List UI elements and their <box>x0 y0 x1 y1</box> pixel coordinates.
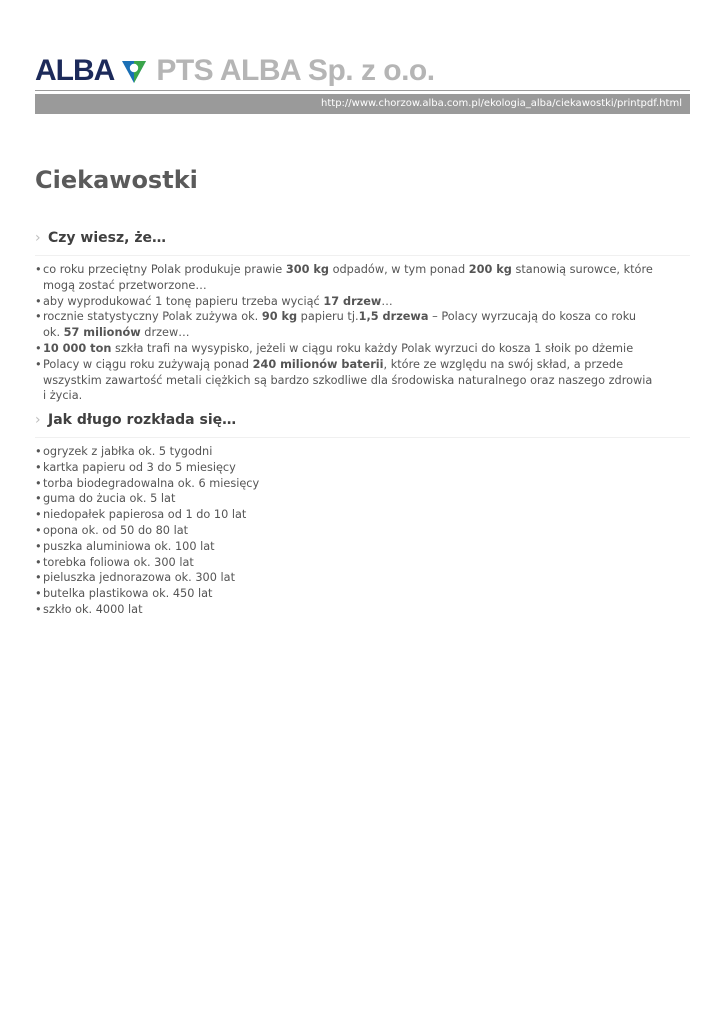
list-item-text: stanowią surowce, które mogą zostać przetworzone… <box>43 263 653 292</box>
list-item-text: co roku przeciętny Polak produkuje prawie <box>43 263 286 276</box>
list-item-text: papieru tj. <box>297 310 359 324</box>
decomposition-list <box>35 444 655 618</box>
list-item: • torba biodegradowalna ok. 6 miesięcy <box>35 476 655 492</box>
chevron-right-icon: › <box>35 412 41 428</box>
list-item <box>35 262 655 294</box>
list-item-text: odpadów, w tym ponad <box>328 263 469 276</box>
highlighted-value: 17 drzew <box>323 294 382 308</box>
list-item: • torebka foliowa ok. 300 lat <box>35 555 655 571</box>
list-item <box>35 341 655 357</box>
section-divider <box>35 255 690 256</box>
list-item-text: rocznie statystyczny Polak zużywa ok. <box>43 310 262 324</box>
page-title: Ciekawostki <box>35 166 198 194</box>
list-item <box>35 357 655 404</box>
highlighted-value: 1,5 drzewa <box>358 310 429 324</box>
list-item <box>35 309 655 341</box>
alba-shield-icon <box>120 57 148 85</box>
highlighted-value: 240 milionów baterii <box>252 357 384 371</box>
page-url[interactable]: http://www.chorzow.alba.com.pl/ekologia_alba/ciekawostki/printpdf.html <box>321 98 682 109</box>
list-item-text: , które ze względu na swój skład, a przede wszystkim zawartość metali ciężkich są bardzo szkodliwe dla środowiska naturalnego oraz naszego zdrowia i życia. <box>43 357 653 403</box>
list-item: • ogryzek z jabłka ok. 5 tygodni <box>35 444 655 460</box>
list-item: • pieluszka jednorazowa ok. 300 lat <box>35 570 655 586</box>
list-item: • szkło ok. 4000 lat <box>35 602 655 618</box>
list-item-text: drzew… <box>140 326 190 340</box>
logo-wordmark: ALBA <box>35 54 115 87</box>
list-item: • kartka papieru od 3 do 5 miesięcy <box>35 460 655 476</box>
list-item: • niedopałek papierosa od 1 do 10 lat <box>35 507 655 523</box>
list-item-text: – Polacy wyrzucają do kosza co roku ok. <box>43 310 637 340</box>
highlighted-value: 57 milionów <box>63 326 141 340</box>
list-item-text: … <box>381 294 393 308</box>
url-bar <box>35 94 690 114</box>
section-divider <box>35 437 690 438</box>
highlighted-value: 200 kg <box>468 263 512 276</box>
list-item-text: aby wyprodukować 1 tonę papieru trzeba wyciąć <box>43 294 324 308</box>
list-item: • butelka plastikowa ok. 450 lat <box>35 586 655 602</box>
highlighted-value: 90 kg <box>261 310 298 324</box>
header-logo <box>35 55 435 87</box>
header-divider <box>35 90 690 91</box>
company-name: PTS ALBA Sp. z o.o. <box>156 54 435 87</box>
chevron-right-icon: › <box>35 230 41 246</box>
list-item <box>35 294 655 310</box>
list-item: • puszka aluminiowa ok. 100 lat <box>35 539 655 555</box>
highlighted-value: 300 kg <box>285 263 329 276</box>
list-item: • opona ok. od 50 do 80 lat <box>35 523 655 539</box>
section-heading-text: Jak długo rozkłada się… <box>48 412 237 428</box>
list-item-text: Polacy w ciągu roku zużywają ponad <box>43 357 253 371</box>
list-item-text: szkła trafi na wysypisko, jeżeli w ciągu roku każdy Polak wyrzuci do kosza 1 słoik po dżemie <box>111 341 634 355</box>
list-item: • guma do żucia ok. 5 lat <box>35 491 655 507</box>
section-heading-text: Czy wiesz, że… <box>48 230 166 246</box>
highlighted-value: 10 000 ton <box>43 341 112 355</box>
did-you-know-list <box>35 262 655 404</box>
